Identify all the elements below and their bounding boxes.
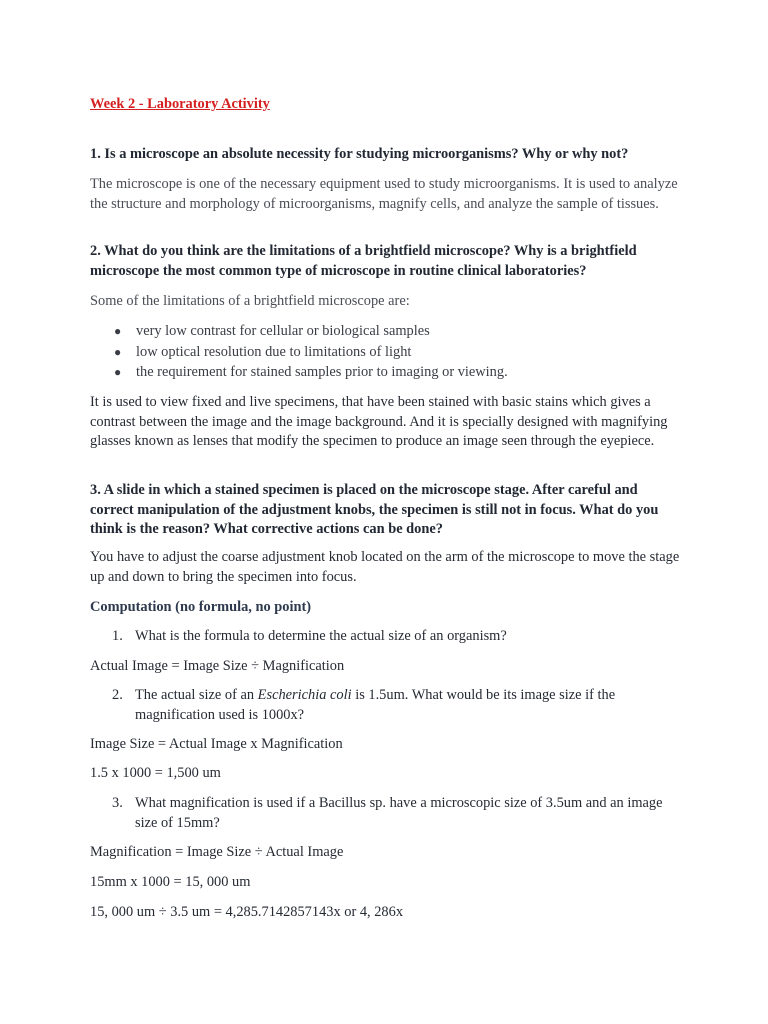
answer-3: You have to adjust the coarse adjustment knob located on the arm of the microscope to move the stage up and down to bring the specimen into focus. xyxy=(90,549,680,585)
item-number: 2. xyxy=(112,687,123,703)
bullet-icon: ● xyxy=(114,324,122,338)
answer-2: It is used to view fixed and live specimens, that have been stained with basic stains which gives a contrast between the image and the image background. And it is specially designed with magnifying glasses known as lenses that modify the specimen to produce an image seen through the eyepiece. xyxy=(90,394,668,449)
item-text: The actual size of an Escherichia coli is 1.5um. What would be its image size if the magnification used is 1000x? xyxy=(135,687,616,723)
item-1-answer: Actual Image = Image Size ÷ Magnification xyxy=(90,658,345,674)
question-3: 3. A slide in which a stained specimen is placed on the microscope stage. After careful and correct manipulation of the adjustment knobs, the specimen is still not in focus. What do you think is the reason? What corrective actions can be done? xyxy=(90,482,659,537)
question-1: 1. Is a microscope an absolute necessity for studying microorganisms? Why or why not? xyxy=(90,146,629,162)
list-item: ● low optical resolution due to limitations of light xyxy=(90,343,682,364)
item-3-answer-calc: 15, 000 um ÷ 3.5 um = 4,285.7142857143x or 4, 286x xyxy=(90,904,404,920)
bullet-icon: ● xyxy=(114,365,122,379)
item-3-answer-formula: Magnification = Image Size ÷ Actual Image xyxy=(90,844,344,860)
answer-2-intro: Some of the limitations of a brightfield microscope are: xyxy=(90,293,410,309)
bullet-icon: ● xyxy=(114,344,122,359)
page-title: Week 2 - Laboratory Activity xyxy=(90,96,270,112)
item-number: 1. xyxy=(112,628,123,644)
answer-1: The microscope is one of the necessary equipment used to study microorganisms. It is used to analyze the structure and morphology of microorganisms, magnify cells, and analyze the sample of tissues. xyxy=(90,176,678,212)
item-2-answer-formula: Image Size = Actual Image x Magnification xyxy=(90,736,343,752)
document-page xyxy=(90,0,682,1024)
item-2-answer-calc: 1.5 x 1000 = 1,500 um xyxy=(90,765,221,781)
limitations-list xyxy=(90,322,682,384)
computation-item-2 xyxy=(90,686,682,726)
question-2: 2. What do you think are the limitations of a brightfield microscope? Why is a brightfield microscope the most common type of microscope in routine clinical laboratories? xyxy=(90,243,637,279)
list-item: ● the requirement for stained samples prior to imaging or viewing. xyxy=(90,363,682,384)
item-number: 3. xyxy=(112,795,123,811)
item-3-answer-conversion: 15mm x 1000 = 15, 000 um xyxy=(90,874,251,890)
computation-item-3 xyxy=(90,794,682,834)
item-text: What is the formula to determine the actual size of an organism? xyxy=(135,628,507,644)
computation-heading: Computation (no formula, no point) xyxy=(90,599,312,615)
list-item: ● very low contrast for cellular or biological samples xyxy=(90,322,682,343)
species-name: Escherichia coli xyxy=(257,687,352,703)
item-text: What magnification is used if a Bacillus sp. have a microscopic size of 3.5um and an image size of 15mm? xyxy=(135,795,663,831)
